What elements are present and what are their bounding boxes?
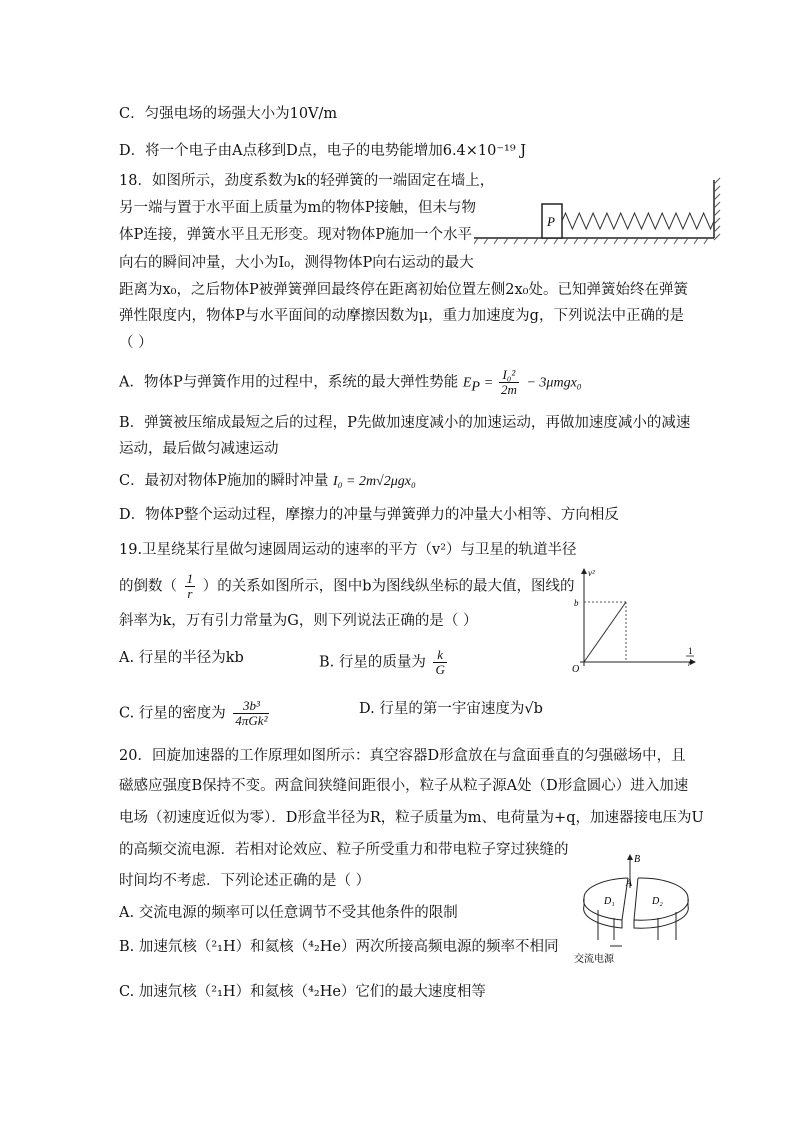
- q18-text-line: 距离为x₀，之后物体P被弹簧弹回最终停在距离初始位置左侧2x₀处。已知弹簧始终在弹簧: [119, 282, 688, 298]
- option-19a: A. 行星的半径为kb: [119, 650, 244, 666]
- fraction: [433, 648, 446, 677]
- graph-line: [584, 602, 626, 662]
- option-19c-text: C. 行星的密度为: [119, 705, 226, 722]
- q19-options-row1: [119, 647, 539, 677]
- fraction: [499, 368, 519, 397]
- ac-source-label: 交流电源: [574, 954, 614, 965]
- fraction: [233, 699, 269, 728]
- d2-label: D₂: [652, 896, 663, 907]
- q20-text-line: 20．回旋加速器的工作原理如图所示：真空容器D形盒放在与盒面垂直的匀强磁场中，且: [119, 748, 686, 764]
- option-18a-text: A．物体P与弹簧作用的过程中，系统的最大弹性势能: [119, 374, 459, 391]
- q20-text-line: 电场（初速度近似为零）．D形盒半径为R，粒子质量为m、电荷量为+q，加速器接电压为U: [119, 810, 704, 826]
- x-axis-label-den: r: [688, 658, 692, 668]
- option-20c: C. 加速氘核（²₁H）和氦核（⁴₂He）它们的最大速度相等: [119, 984, 486, 1000]
- q19-text-part: ）的关系如图所示，图中b为图线纵坐标的最大值，图线的: [202, 578, 575, 595]
- impulse-formula: I₀ = 2m√2μgx₀: [332, 474, 416, 489]
- option-17d: D．将一个电子由A点移到D点，电子的电势能增加6.4×10⁻¹⁹ J: [119, 143, 527, 159]
- ground-hatch: [474, 238, 708, 244]
- fraction-numerator: 3b³: [233, 699, 269, 714]
- q19-text-line: 斜率为k，万有引力常量为G，则下列说法正确的是（ ）: [119, 613, 478, 629]
- q20-text-line: 磁感应强度B保持不变。两盒间狭缝间距很小，粒子从粒子源A处（D形盒圆心）进入加速: [119, 778, 689, 794]
- option-18b-cont: 运动，最后做匀减速运动: [119, 441, 279, 457]
- y-axis-arrow: [581, 568, 587, 574]
- q19-text-part: 的倒数（: [119, 578, 177, 595]
- spring-coil: [562, 213, 714, 229]
- option-20a: A. 交流电源的频率可以任意调节不受其他条件的限制: [119, 905, 458, 921]
- option-18c: [119, 471, 416, 492]
- formula-tail: − 3μmgx₀: [526, 375, 582, 391]
- option-19b-text: B. 行星的质量为: [319, 654, 426, 671]
- q18-text-line: 18．如图所示，劲度系数为k的轻弹簧的一端固定在墙上，: [119, 173, 495, 189]
- cyclotron-figure: [568, 848, 708, 970]
- energy-symbol: E: [462, 375, 472, 391]
- fraction-numerator: k: [433, 648, 446, 663]
- fraction-numerator: 1: [186, 571, 194, 586]
- q18-text-line: 向右的瞬间冲量，大小为I₀，测得物体P向右运动的最大: [119, 255, 474, 271]
- option-19d: D. 行星的第一宇宙速度为√b: [359, 701, 543, 717]
- option-20b: B. 加速氘核（²₁H）和氦核（⁴₂He）两次所接高频电源的频率不相同: [119, 939, 559, 955]
- wall-hatch: [714, 178, 720, 240]
- q18-text-line: 另一端与置于水平面上质量为m的物体P接触，但未与物: [119, 200, 477, 216]
- q19-text-line: 19.卫星绕某行星做匀速圆周运动的速率的平方（v²）与卫星的轨道半径: [119, 542, 577, 558]
- q18-text-line: 弹性限度内，物体P与水平面间的动摩擦因数为μ，重力加速度为g，下列说法中正确的是: [119, 308, 684, 324]
- fraction: [185, 572, 196, 601]
- q20-text-line: 时间均不考虑．下列论述正确的是（ ）: [119, 873, 371, 889]
- velocity-graph: [568, 562, 698, 677]
- option-18d: D．物体P整个运动过程，摩擦力的冲量与弹簧弹力的冲量大小相等、方向相反: [119, 507, 619, 523]
- q18-answer-paren: （ ）: [119, 335, 153, 351]
- energy-subscript: P: [471, 379, 480, 395]
- x-axis-label-num: 1: [688, 646, 693, 656]
- fraction-denominator: 4πGk²: [235, 713, 268, 728]
- y-axis-label: v²: [588, 568, 595, 578]
- a-label: A: [626, 878, 633, 889]
- fraction-denominator: r: [187, 586, 193, 601]
- q18-text-line: 体P连接，弹簧水平且无形变。现对物体P施加一个水平: [119, 227, 473, 243]
- b-field-arrow: [627, 854, 633, 860]
- q19-options-row2: [119, 699, 579, 728]
- equals-sign: =: [484, 375, 496, 391]
- option-18c-text: C．最初对物体P施加的瞬时冲量: [119, 473, 329, 489]
- fraction-denominator: 2m: [500, 382, 517, 397]
- d1-label: D₁: [604, 896, 615, 907]
- b-label: B: [634, 854, 641, 865]
- option-18b: B．弹簧被压缩成最短之后的过程，P先做加速度减小的加速运动，再做加速度减小的减速: [119, 415, 691, 431]
- option-18a: [119, 368, 582, 397]
- block-label: P: [547, 214, 555, 229]
- spring-figure: [474, 176, 724, 248]
- origin-label: O: [572, 664, 580, 675]
- fraction-numerator: I₀²: [499, 368, 519, 383]
- q20-text-line: 的高频交流电源．若相对论效应、粒子所受重力和带电粒子穿过狭缝的: [119, 842, 569, 858]
- option-17c: C．匀强电场的场强大小为10V/m: [119, 106, 338, 122]
- b-label: b: [574, 598, 579, 608]
- fraction-denominator: G: [435, 662, 445, 677]
- dee-d2-edge: [634, 878, 638, 920]
- option-19b: [319, 648, 450, 677]
- q19-text-line: [119, 572, 575, 601]
